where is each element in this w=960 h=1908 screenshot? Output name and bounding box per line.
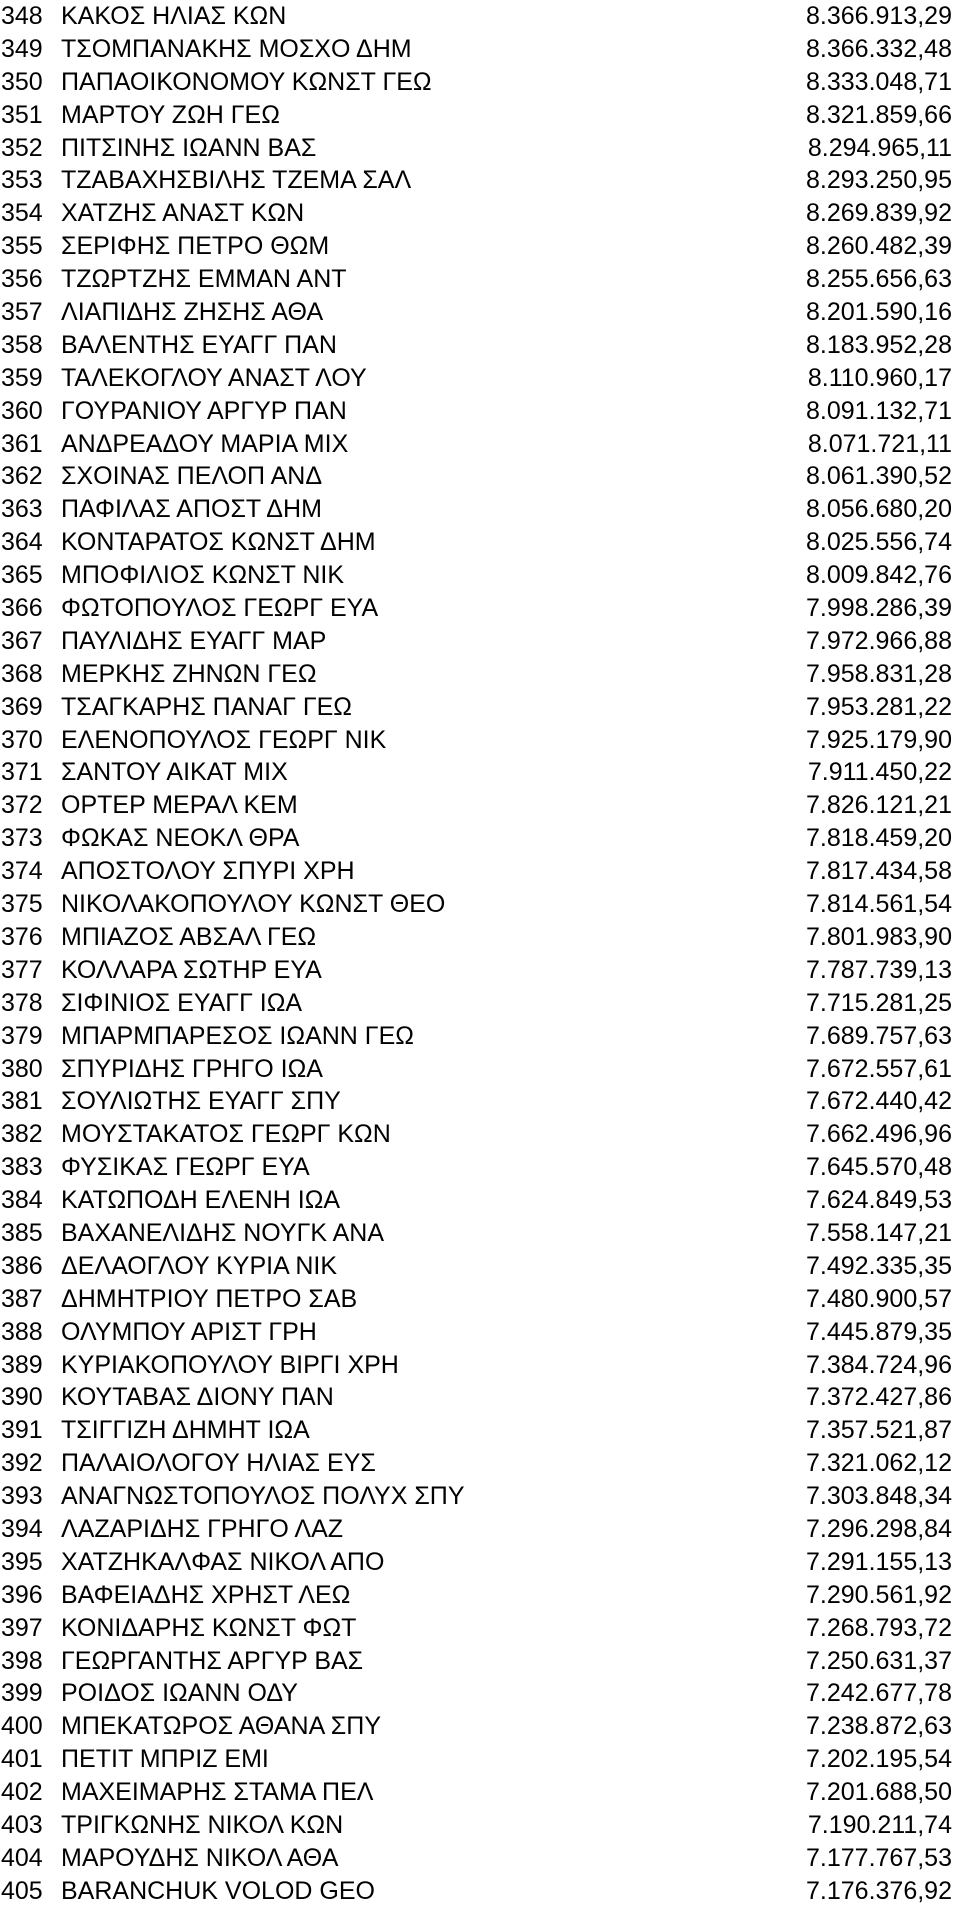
row-amount: 8.269.839,92 <box>806 199 952 228</box>
row-rank: 405 <box>1 1876 43 1905</box>
row-name: ΦΥΣΙΚΑΣ ΓΕΩΡΓ ΕΥΑ <box>61 1153 310 1182</box>
row-name: ΠΑΠΑΟΙΚΟΝΟΜΟΥ ΚΩΝΣΤ ΓΕΩ <box>61 67 432 96</box>
row-amount: 7.492.335,35 <box>806 1251 952 1280</box>
list-row <box>0 1250 960 1283</box>
row-name: ΜΠΟΦΙΛΙΟΣ ΚΩΝΣΤ ΝΙΚ <box>61 561 345 590</box>
row-rank: 366 <box>1 594 43 623</box>
row-rank: 374 <box>1 857 43 886</box>
list-row <box>0 395 960 428</box>
list-row <box>0 1546 960 1579</box>
list-row <box>0 526 960 559</box>
row-amount: 8.294.965,11 <box>807 133 952 162</box>
list-row <box>0 0 960 33</box>
row-rank: 396 <box>1 1580 43 1609</box>
row-name: ΛΙΑΠΙΔΗΣ ΖΗΣΗΣ ΑΘΑ <box>61 298 324 327</box>
row-rank: 401 <box>1 1745 43 1774</box>
row-rank: 404 <box>1 1843 43 1872</box>
row-name: ΦΩΚΑΣ ΝΕΟΚΛ ΘΡΑ <box>61 824 300 853</box>
row-name: ΜΟΥΣΤΑΚΑΤΟΣ ΓΕΩΡΓ ΚΩΝ <box>61 1120 391 1149</box>
row-rank: 349 <box>1 34 43 63</box>
row-name: ΝΙΚΟΛΑΚΟΠΟΥΛΟΥ ΚΩΝΣΤ ΘΕΟ <box>61 890 446 919</box>
row-amount: 8.056.680,20 <box>806 495 952 524</box>
list-row <box>0 1579 960 1612</box>
row-name: ΚΥΡΙΑΚΟΠΟΥΛΟΥ ΒΙΡΓΙ ΧΡΗ <box>61 1350 399 1379</box>
list-row <box>0 33 960 66</box>
list-row <box>0 1184 960 1217</box>
row-name: ΚΑΤΩΠΟΔΗ ΕΛΕΝΗ ΙΩΑ <box>61 1186 341 1215</box>
list-row <box>0 592 960 625</box>
row-rank: 382 <box>1 1120 43 1149</box>
row-rank: 354 <box>1 199 43 228</box>
row-name: ΜΑΡΟΥΔΗΣ ΝΙΚΟΛ ΑΘΑ <box>61 1843 339 1872</box>
list-row <box>0 1743 960 1776</box>
row-rank: 402 <box>1 1778 43 1807</box>
list-row <box>0 822 960 855</box>
list-row <box>0 1217 960 1250</box>
list-row <box>0 888 960 921</box>
list-row <box>0 1842 960 1875</box>
list-row <box>0 724 960 757</box>
row-rank: 397 <box>1 1613 43 1642</box>
row-amount: 8.091.132,71 <box>806 396 952 425</box>
list-row <box>0 1053 960 1086</box>
row-amount: 8.110.960,17 <box>807 363 952 392</box>
row-name: ΠΑΥΛΙΔΗΣ ΕΥΑΓΓ ΜΑΡ <box>61 626 327 655</box>
row-name: ΚΟΝΙΔΑΡΗΣ ΚΩΝΣΤ ΦΩΤ <box>61 1613 357 1642</box>
row-rank: 363 <box>1 495 43 524</box>
list-row <box>0 1710 960 1743</box>
row-rank: 367 <box>1 626 43 655</box>
list-row <box>0 329 960 362</box>
list-row <box>0 1381 960 1414</box>
row-name: ΣΙΦΙΝΙΟΣ ΕΥΑΓΓ ΙΩΑ <box>61 988 303 1017</box>
row-amount: 8.366.913,29 <box>806 2 952 30</box>
row-rank: 386 <box>1 1251 43 1280</box>
row-rank: 378 <box>1 988 43 1017</box>
row-amount: 7.250.631,37 <box>806 1646 952 1675</box>
row-rank: 371 <box>1 758 43 787</box>
list-row <box>0 428 960 461</box>
row-amount: 7.645.570,48 <box>806 1153 952 1182</box>
list-row <box>0 559 960 592</box>
row-amount: 8.255.656,63 <box>806 265 952 294</box>
row-name: ΚΟΥΤΑΒΑΣ ΔΙΟΝΥ ΠΑΝ <box>61 1383 334 1412</box>
list-row <box>0 691 960 724</box>
row-name: ΒΑΛΕΝΤΗΣ ΕΥΑΓΓ ΠΑΝ <box>61 330 337 359</box>
row-rank: 370 <box>1 725 43 754</box>
row-amount: 7.202.195,54 <box>806 1745 952 1774</box>
row-rank: 353 <box>1 166 43 195</box>
row-rank: 384 <box>1 1186 43 1215</box>
row-rank: 362 <box>1 462 43 491</box>
list-row <box>0 230 960 263</box>
row-name: ΑΝΑΓΝΩΣΤΟΠΟΥΛΟΣ ΠΟΛΥΧ ΣΠΥ <box>61 1482 465 1511</box>
row-rank: 365 <box>1 561 43 590</box>
row-name: ΔΗΜΗΤΡΙΟΥ ΠΕΤΡΟ ΣΑΒ <box>61 1284 358 1313</box>
row-rank: 356 <box>1 265 43 294</box>
row-amount: 7.817.434,58 <box>806 857 952 886</box>
list-row <box>0 987 960 1020</box>
list-row <box>0 1020 960 1053</box>
list-row <box>0 362 960 395</box>
list-row <box>0 789 960 822</box>
row-amount: 7.953.281,22 <box>806 692 952 721</box>
row-name: ΤΣΙΓΓΙΖΗ ΔΗΜΗΤ ΙΩΑ <box>61 1416 310 1445</box>
row-rank: 376 <box>1 922 43 951</box>
list-row <box>0 658 960 691</box>
row-amount: 7.801.983,90 <box>806 922 952 951</box>
row-amount: 7.672.557,61 <box>806 1054 952 1083</box>
row-name: ΟΛΥΜΠΟΥ ΑΡΙΣΤ ΓΡΗ <box>61 1317 317 1346</box>
row-amount: 8.071.721,11 <box>807 429 952 458</box>
row-rank: 364 <box>1 528 43 557</box>
row-amount: 7.291.155,13 <box>806 1547 952 1576</box>
list-row <box>0 1677 960 1710</box>
row-name: ΒΑΧΑΝΕΛΙΔΗΣ ΝΟΥΓΚ ΑΝΑ <box>61 1218 385 1247</box>
row-amount: 8.009.842,76 <box>806 561 952 590</box>
row-rank: 348 <box>1 2 43 30</box>
row-rank: 373 <box>1 824 43 853</box>
list-row <box>0 493 960 526</box>
row-name: ΤΑΛΕΚΟΓΛΟΥ ΑΝΑΣΤ ΛΟΥ <box>61 363 367 392</box>
list-row <box>0 1447 960 1480</box>
list-row <box>0 921 960 954</box>
row-rank: 351 <box>1 100 43 129</box>
row-rank: 383 <box>1 1153 43 1182</box>
row-amount: 8.183.952,28 <box>806 330 952 359</box>
list-row <box>0 1085 960 1118</box>
row-amount: 7.624.849,53 <box>806 1186 952 1215</box>
row-name: ΣΑΝΤΟΥ ΑΙΚΑΤ ΜΙΧ <box>61 758 288 787</box>
list-row <box>0 1316 960 1349</box>
row-name: ΧΑΤΖΗΣ ΑΝΑΣΤ ΚΩΝ <box>61 199 305 228</box>
row-rank: 399 <box>1 1679 43 1708</box>
row-name: ΓΕΩΡΓΑΝΤΗΣ ΑΡΓΥΡ ΒΑΣ <box>61 1646 364 1675</box>
list-row <box>0 296 960 329</box>
row-amount: 7.480.900,57 <box>806 1284 952 1313</box>
row-name: ΠΑΦΙΛΑΣ ΑΠΟΣΤ ΔΗΜ <box>61 495 322 524</box>
row-name: ΤΖΑΒΑΧΗΣΒΙΛΗΣ ΤΖΕΜΑ ΣΑΛ <box>61 166 412 195</box>
row-amount: 7.972.966,88 <box>806 626 952 655</box>
row-amount: 7.242.677,78 <box>806 1679 952 1708</box>
list-row <box>0 1612 960 1645</box>
list-row <box>0 954 960 987</box>
row-name: ΣΠΥΡΙΔΗΣ ΓΡΗΓΟ ΙΩΑ <box>61 1054 323 1083</box>
row-rank: 368 <box>1 659 43 688</box>
row-name: ΜΑΧΕΙΜΑΡΗΣ ΣΤΑΜΑ ΠΕΛ <box>61 1778 374 1807</box>
row-amount: 7.303.848,34 <box>806 1482 952 1511</box>
row-amount: 7.296.298,84 <box>806 1514 952 1543</box>
row-name: ΒΑΦΕΙΑΔΗΣ ΧΡΗΣΤ ΛΕΩ <box>61 1580 351 1609</box>
row-name: ΜΠΙΑΖΟΣ ΑΒΣΑΛ ΓΕΩ <box>61 922 317 951</box>
row-rank: 361 <box>1 429 43 458</box>
row-rank: 389 <box>1 1350 43 1379</box>
row-amount: 8.333.048,71 <box>806 67 952 96</box>
row-rank: 357 <box>1 298 43 327</box>
row-name: ΤΣΑΓΚΑΡΗΣ ΠΑΝΑΓ ΓΕΩ <box>61 692 352 721</box>
row-rank: 372 <box>1 791 43 820</box>
list-row <box>0 1513 960 1546</box>
row-name: ΚΟΛΛΑΡΑ ΣΩΤΗΡ ΕΥΑ <box>61 955 322 984</box>
row-rank: 387 <box>1 1284 43 1313</box>
row-amount: 7.998.286,39 <box>806 594 952 623</box>
row-amount: 7.818.459,20 <box>806 824 952 853</box>
row-amount: 7.290.561,92 <box>806 1580 952 1609</box>
list-row <box>0 1349 960 1382</box>
row-amount: 7.672.440,42 <box>806 1087 952 1116</box>
row-rank: 377 <box>1 955 43 984</box>
row-name: ΣΧΟΙΝΑΣ ΠΕΛΟΠ ΑΝΔ <box>61 462 323 491</box>
row-amount: 8.366.332,48 <box>806 34 952 63</box>
row-rank: 403 <box>1 1810 43 1839</box>
row-amount: 7.321.062,12 <box>806 1449 952 1478</box>
row-name: ΛΑΖΑΡΙΔΗΣ ΓΡΗΓΟ ΛΑΖ <box>61 1514 344 1543</box>
list-row <box>0 164 960 197</box>
row-name: ΚΟΝΤΑΡΑΤΟΣ ΚΩΝΣΤ ΔΗΜ <box>61 528 376 557</box>
row-rank: 395 <box>1 1547 43 1576</box>
row-rank: 393 <box>1 1482 43 1511</box>
row-name: ΤΣΟΜΠΑΝΑΚΗΣ ΜΟΣΧΟ ΔΗΜ <box>61 34 412 63</box>
row-amount: 7.662.496,96 <box>806 1120 952 1149</box>
list-row <box>0 263 960 296</box>
row-name: ΑΠΟΣΤΟΛΟΥ ΣΠΥΡΙ ΧΡΗ <box>61 857 355 886</box>
list-row <box>0 756 960 789</box>
row-amount: 8.201.590,16 <box>806 298 952 327</box>
row-rank: 400 <box>1 1712 43 1741</box>
row-amount: 7.911.450,22 <box>807 758 952 787</box>
row-name: ΜΠΑΡΜΠΑΡΕΣΟΣ ΙΩΑΝΝ ΓΕΩ <box>61 1021 414 1050</box>
row-amount: 7.445.879,35 <box>806 1317 952 1346</box>
row-rank: 390 <box>1 1383 43 1412</box>
row-rank: 375 <box>1 890 43 919</box>
row-rank: 360 <box>1 396 43 425</box>
list-row <box>0 855 960 888</box>
row-amount: 7.689.757,63 <box>806 1021 952 1050</box>
row-name: ΓΟΥΡΑΝΙΟΥ ΑΡΓΥΡ ΠΑΝ <box>61 396 347 425</box>
list-row <box>0 1809 960 1842</box>
list-row <box>0 625 960 658</box>
row-rank: 359 <box>1 363 43 392</box>
row-name: ΑΝΔΡΕΑΔΟΥ ΜΑΡΙΑ ΜΙΧ <box>61 429 349 458</box>
row-rank: 352 <box>1 133 43 162</box>
row-amount: 8.061.390,52 <box>806 462 952 491</box>
row-name: ΦΩΤΟΠΟΥΛΟΣ ΓΕΩΡΓ ΕΥΑ <box>61 594 379 623</box>
row-amount: 7.177.767,53 <box>806 1843 952 1872</box>
row-name: ΠΕΤΙΤ ΜΠΡΙΖ ΕΜΙ <box>61 1745 269 1774</box>
row-rank: 391 <box>1 1416 43 1445</box>
row-amount: 7.176.376,92 <box>806 1876 952 1905</box>
row-name: BARANCHUK VOLOD GEO <box>61 1876 375 1905</box>
list-row <box>0 1776 960 1809</box>
row-amount: 7.268.793,72 <box>806 1613 952 1642</box>
row-rank: 381 <box>1 1087 43 1116</box>
row-name: ΔΕΛΑΟΓΛΟΥ ΚΥΡΙΑ ΝΙΚ <box>61 1251 338 1280</box>
row-amount: 7.826.121,21 <box>806 791 952 820</box>
row-amount: 7.384.724,96 <box>806 1350 952 1379</box>
row-amount: 7.925.179,90 <box>806 725 952 754</box>
row-name: ΠΙΤΣΙΝΗΣ ΙΩΑΝΝ ΒΑΣ <box>61 133 317 162</box>
list-row <box>0 1118 960 1151</box>
row-rank: 398 <box>1 1646 43 1675</box>
row-rank: 355 <box>1 232 43 261</box>
list-row <box>0 1480 960 1513</box>
row-rank: 392 <box>1 1449 43 1478</box>
list-row <box>0 66 960 99</box>
list-row <box>0 1283 960 1316</box>
row-amount: 7.814.561,54 <box>806 890 952 919</box>
row-rank: 379 <box>1 1021 43 1050</box>
row-rank: 380 <box>1 1054 43 1083</box>
row-amount: 7.201.688,50 <box>806 1778 952 1807</box>
row-name: ΡΟΙΔΟΣ ΙΩΑΝΝ ΟΔΥ <box>61 1679 298 1708</box>
list-row <box>0 1875 960 1908</box>
list-row <box>0 460 960 493</box>
row-name: ΜΠΕΚΑΤΩΡΟΣ ΑΘΑΝΑ ΣΠΥ <box>61 1712 381 1741</box>
row-name: ΜΑΡΤΟΥ ΖΩΗ ΓΕΩ <box>61 100 280 129</box>
list-row <box>0 197 960 230</box>
row-name: ΣΕΡΙΦΗΣ ΠΕΤΡΟ ΘΩΜ <box>61 232 330 261</box>
row-name: ΟΡΤΕΡ ΜΕΡΑΛ ΚΕΜ <box>61 791 298 820</box>
row-amount: 7.787.739,13 <box>806 955 952 984</box>
row-name: ΕΛΕΝΟΠΟΥΛΟΣ ΓΕΩΡΓ ΝΙΚ <box>61 725 387 754</box>
row-name: ΤΡΙΓΚΩΝΗΣ ΝΙΚΟΛ ΚΩΝ <box>61 1810 344 1839</box>
row-name: ΜΕΡΚΗΣ ΖΗΝΩΝ ΓΕΩ <box>61 659 317 688</box>
list-row <box>0 1645 960 1678</box>
row-name: ΧΑΤΖΗΚΑΛΦΑΣ ΝΙΚΟΛ ΑΠΟ <box>61 1547 385 1576</box>
row-name: ΤΖΩΡΤΖΗΣ ΕΜΜΑΝ ΑΝΤ <box>61 265 347 294</box>
row-amount: 7.715.281,25 <box>806 988 952 1017</box>
row-amount: 8.025.556,74 <box>806 528 952 557</box>
row-rank: 388 <box>1 1317 43 1346</box>
list-row <box>0 1151 960 1184</box>
list-row <box>0 132 960 165</box>
row-amount: 7.357.521,87 <box>806 1416 952 1445</box>
list-row <box>0 1414 960 1447</box>
row-rank: 358 <box>1 330 43 359</box>
row-rank: 394 <box>1 1514 43 1543</box>
row-amount: 7.558.147,21 <box>806 1218 952 1247</box>
row-amount: 8.260.482,39 <box>806 232 952 261</box>
row-amount: 7.958.831,28 <box>806 659 952 688</box>
row-name: ΠΑΛΑΙΟΛΟΓΟΥ ΗΛΙΑΣ ΕΥΣ <box>61 1449 376 1478</box>
list-row <box>0 99 960 132</box>
row-amount: 8.293.250,95 <box>806 166 952 195</box>
row-rank: 369 <box>1 692 43 721</box>
row-rank: 350 <box>1 67 43 96</box>
row-amount: 8.321.859,66 <box>806 100 952 129</box>
row-rank: 385 <box>1 1218 43 1247</box>
row-name: ΣΟΥΛΙΩΤΗΣ ΕΥΑΓΓ ΣΠΥ <box>61 1087 341 1116</box>
row-name: ΚΑΚΟΣ ΗΛΙΑΣ ΚΩΝ <box>61 2 287 30</box>
row-amount: 7.372.427,86 <box>806 1383 952 1412</box>
row-amount: 7.190.211,74 <box>807 1810 952 1839</box>
row-amount: 7.238.872,63 <box>806 1712 952 1741</box>
